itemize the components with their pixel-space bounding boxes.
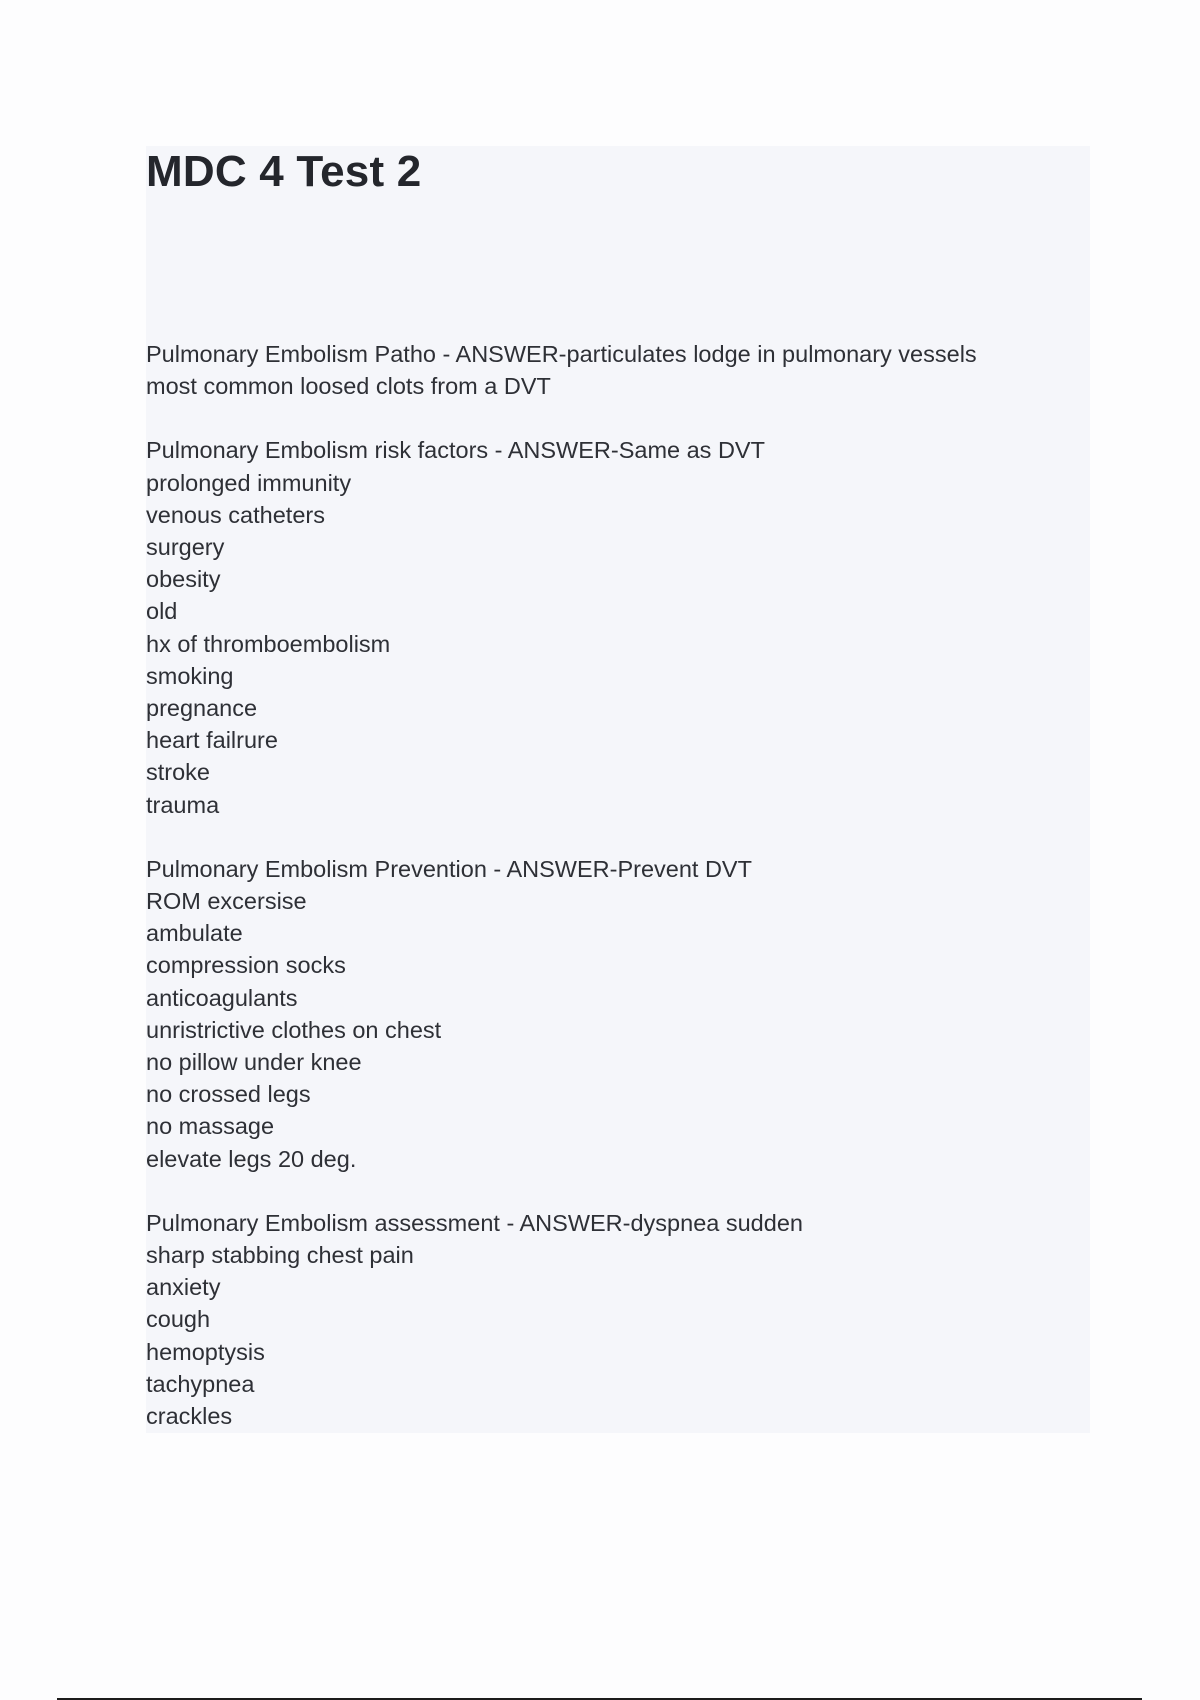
qa-answer-line: most common loosed clots from a DVT xyxy=(146,373,551,400)
qa-answer-line: elevate legs 20 deg. xyxy=(146,1145,357,1172)
qa-entry xyxy=(146,338,1090,402)
qa-answer-line: ROM excersise xyxy=(146,888,307,915)
qa-answer-line: venous catheters xyxy=(146,501,325,528)
qa-question-line: Pulmonary Embolism risk factors - ANSWER-Same as DVT xyxy=(146,437,765,464)
qa-answer-line: ambulate xyxy=(146,920,243,947)
page-title: MDC 4 Test 2 xyxy=(146,147,422,196)
qa-entry xyxy=(146,434,1090,820)
qa-answer-line: sharp stabbing chest pain xyxy=(146,1242,414,1269)
qa-entry xyxy=(146,1207,1090,1432)
qa-answer-line: obesity xyxy=(146,566,221,593)
qa-question-line: Pulmonary Embolism Prevention - ANSWER-Prevent DVT xyxy=(146,855,752,882)
qa-answer-line: anxiety xyxy=(146,1274,221,1301)
qa-question-line: Pulmonary Embolism Patho - ANSWER-particulates lodge in pulmonary vessels xyxy=(146,341,977,367)
qa-answer-line: hemoptysis xyxy=(146,1338,265,1365)
qa-answer-line: tachypnea xyxy=(146,1370,255,1397)
qa-answer-line: hx of thromboembolism xyxy=(146,630,391,657)
qa-answer-line: surgery xyxy=(146,534,225,561)
qa-answer-line: unristrictive clothes on chest xyxy=(146,1016,442,1043)
qa-answer-line: cough xyxy=(146,1306,211,1333)
qa-list xyxy=(146,338,1090,1464)
qa-answer-line: smoking xyxy=(146,662,234,689)
qa-answer-line: pregnance xyxy=(146,695,258,722)
qa-answer-line: stroke xyxy=(146,759,210,786)
qa-answer-line: prolonged immunity xyxy=(146,469,352,496)
qa-answer-line: heart failrure xyxy=(146,727,278,754)
qa-entry xyxy=(146,853,1090,1175)
qa-answer-line: old xyxy=(146,598,178,625)
qa-answer-line: no pillow under knee xyxy=(146,1049,362,1076)
qa-question-line: Pulmonary Embolism assessment - ANSWER-dyspnea sudden xyxy=(146,1209,803,1236)
qa-answer-line: no crossed legs xyxy=(146,1081,311,1108)
qa-answer-line: no massage xyxy=(146,1113,275,1140)
qa-answer-line: compression socks xyxy=(146,952,346,979)
qa-answer-line: trauma xyxy=(146,791,220,818)
qa-answer-line: anticoagulants xyxy=(146,984,298,1011)
qa-answer-line: crackles xyxy=(146,1403,233,1430)
